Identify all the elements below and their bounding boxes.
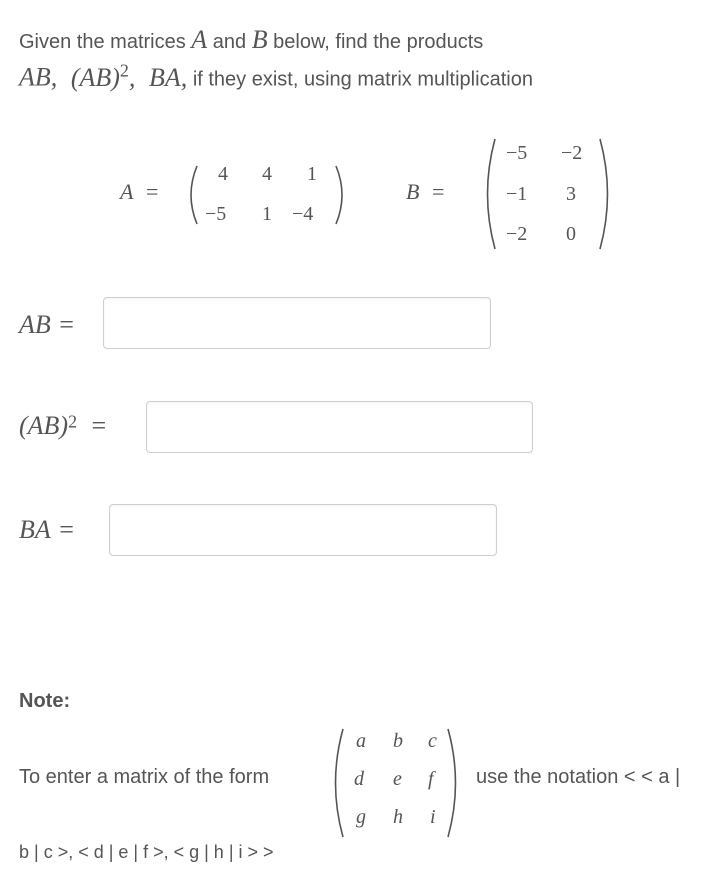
note-heading: Note: — [19, 690, 71, 712]
note-matrix-cell: a — [356, 730, 366, 752]
prompt-var-b: B — [251, 25, 268, 54]
note-matrix-cell: i — [430, 806, 436, 828]
prompt-text: Given the matrices — [19, 31, 186, 53]
answer-ab-squared-label-text: (AB) — [19, 411, 69, 440]
note-notation-line-2: b | c >, < d | e | f >, < g | h | i > > — [19, 842, 274, 862]
product-ab-squared-comma: , — [128, 62, 136, 92]
matrix-b-right-paren — [596, 137, 616, 251]
matrix-a-label: A — [120, 179, 134, 204]
prompt-line-1 — [19, 25, 483, 55]
note-matrix-left-paren — [327, 727, 347, 839]
answer-ab-label — [19, 310, 74, 340]
note-matrix-cell: b — [393, 730, 403, 752]
answer-ab-squared-input[interactable] — [146, 401, 533, 453]
matrix-a-cell: −5 — [205, 203, 227, 225]
answer-ab-squared-equals: = — [91, 411, 107, 440]
matrix-b-cell: −1 — [506, 183, 528, 205]
matrix-a-cell: 1 — [262, 203, 272, 225]
answer-ab-input[interactable] — [103, 297, 491, 349]
note-matrix-right-paren — [444, 727, 464, 839]
answer-ab-squared-exp: 2 — [68, 411, 78, 432]
matrix-a-left-paren — [183, 164, 201, 226]
matrix-a-right-paren — [332, 164, 350, 226]
answer-ba-input[interactable] — [109, 504, 497, 556]
matrix-a-equals: = — [146, 179, 159, 204]
product-ab-squared-exp: 2 — [119, 60, 129, 80]
matrix-b-left-paren — [479, 137, 499, 251]
matrix-b-equals: = — [432, 179, 445, 204]
note-matrix-cell: f — [428, 768, 434, 790]
answer-ba-label — [19, 515, 74, 545]
prompt-and: and — [212, 31, 247, 53]
product-ab-squared — [70, 60, 136, 92]
prompt-var-a: A — [191, 25, 208, 54]
note-matrix-cell: h — [393, 806, 403, 828]
note-matrix-cell: d — [354, 768, 364, 790]
product-ab-squared-base: (AB) — [70, 62, 120, 92]
matrix-b-cell: −2 — [561, 142, 583, 164]
matrix-b-cell: 0 — [566, 223, 576, 245]
note-text-after: use the notation < < a | — [476, 766, 681, 788]
matrix-a-cell: 1 — [307, 163, 317, 185]
prompt-line-2-rest: if they exist, using matrix multiplication — [192, 68, 533, 91]
prompt-line-2 — [19, 60, 533, 93]
answer-ab-label-text: AB — [19, 310, 51, 339]
matrix-a-cell: 4 — [262, 163, 272, 185]
note-matrix-cell: c — [428, 730, 437, 752]
product-ba: BA, — [148, 62, 188, 92]
answer-ba-label-text: BA — [19, 515, 51, 544]
product-ab: AB, — [19, 62, 58, 92]
note-matrix-cell: g — [356, 806, 366, 828]
matrix-b-cell: −2 — [506, 223, 528, 245]
answer-ab-squared-label — [19, 411, 106, 441]
note-matrix-cell: e — [393, 768, 402, 790]
note-text-before: To enter a matrix of the form — [19, 766, 270, 788]
answer-ba-equals: = — [59, 515, 74, 544]
prompt-text-rest: below, find the products — [273, 31, 484, 53]
matrix-b-cell: 3 — [566, 183, 576, 205]
answer-ab-equals: = — [59, 310, 74, 339]
matrix-a-cell: 4 — [218, 163, 228, 185]
matrix-a-cell: −4 — [292, 203, 314, 225]
matrix-b-cell: −5 — [506, 142, 528, 164]
matrix-b-label: B — [406, 179, 420, 204]
